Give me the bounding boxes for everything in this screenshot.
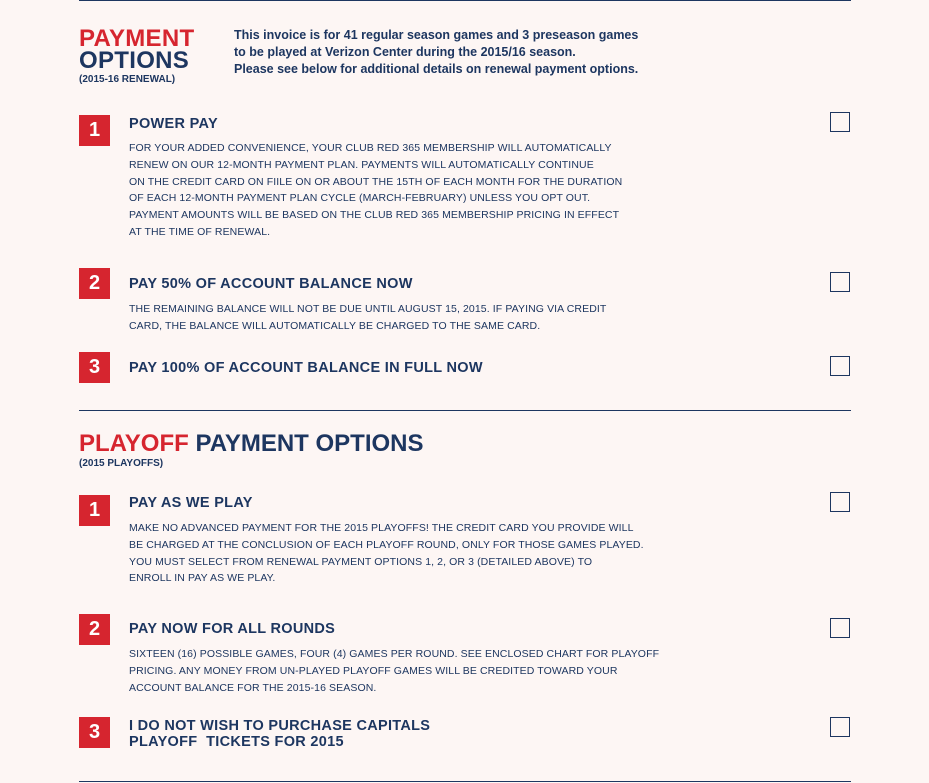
section-divider	[79, 410, 851, 411]
playoff-subheading: (2015 PLAYOFFS)	[79, 458, 164, 469]
option-title-line: PLAYOFF TICKETS FOR 2015	[129, 734, 344, 750]
option-number-badge: 2	[79, 268, 110, 299]
option-description	[129, 301, 606, 335]
playoff-heading-blue: PAYMENT OPTIONS	[188, 430, 424, 457]
option-description	[129, 140, 622, 241]
playoff-heading-title	[79, 430, 424, 458]
bottom-divider	[79, 781, 851, 782]
option-title: POWER PAY	[129, 116, 218, 132]
option-description	[129, 646, 659, 696]
power-pay-checkbox[interactable]	[830, 112, 850, 132]
renewal-heading-line2: OPTIONS	[79, 47, 190, 74]
description-line: SIXTEEN (16) POSSIBLE GAMES, FOUR (4) GAMES PER ROUND. SEE ENCLOSED CHART FOR PLAYOFF	[129, 648, 660, 660]
intro-line: to be played at Verizon Center during the 2015/16 season.	[234, 45, 576, 59]
pay-all-rounds-checkbox[interactable]	[830, 618, 850, 638]
description-line: AT THE TIME OF RENEWAL.	[129, 225, 271, 238]
intro-line: Please see below for additional details on renewal payment options.	[234, 62, 639, 76]
description-line: ENROLL IN PAY AS WE PLAY.	[129, 572, 276, 585]
option-number-badge: 2	[79, 614, 110, 645]
option-title: PAY 50% OF ACCOUNT BALANCE NOW	[129, 276, 413, 292]
playoff-heading	[79, 430, 424, 470]
description-line: FOR YOUR ADDED CONVENIENCE, YOUR CLUB RED 365 MEMBERSHIP WILL AUTOMATICALLY	[129, 142, 612, 154]
pay-50-percent-checkbox[interactable]	[830, 272, 850, 292]
description-line: PAYMENT AMOUNTS WILL BE BASED ON THE CLUB RED 365 MEMBERSHIP PRICING IN EFFECT	[129, 209, 620, 222]
option-number-badge: 1	[79, 115, 110, 146]
description-line: ACCOUNT BALANCE FOR THE 2015-16 SEASON.	[129, 681, 377, 694]
option-title: PAY NOW FOR ALL ROUNDS	[129, 621, 336, 637]
description-line: BE CHARGED AT THE CONCLUSION OF EACH PLAYOFF ROUND, ONLY FOR THOSE GAMES PLAYED.	[129, 538, 644, 551]
option-number-badge: 1	[79, 495, 110, 526]
renewal-heading-line1: PAYMENT	[79, 25, 195, 52]
pay-100-percent-checkbox[interactable]	[830, 356, 850, 376]
description-line: OF EACH 12-MONTH PAYMENT PLAN CYCLE (MARCH-FEBRUARY) UNLESS YOU OPT OUT.	[129, 192, 591, 205]
option-title: PAY AS WE PLAY	[129, 495, 253, 511]
description-line: YOU MUST SELECT FROM RENEWAL PAYMENT OPTIONS 1, 2, OR 3 (DETAILED ABOVE) TO	[129, 555, 593, 568]
decline-playoffs-checkbox[interactable]	[830, 717, 850, 737]
top-divider	[79, 0, 851, 1]
description-line: RENEW ON OUR 12-MONTH PAYMENT PLAN. PAYMENTS WILL AUTOMATICALLY CONTINUE	[129, 158, 594, 171]
option-number-badge: 3	[79, 352, 110, 383]
invoice-intro	[234, 27, 638, 78]
description-line: ON THE CREDIT CARD ON FIILE ON OR ABOUT THE 15TH OF EACH MONTH FOR THE DURATION	[129, 175, 623, 188]
renewal-heading	[79, 25, 195, 86]
description-line: THE REMAINING BALANCE WILL NOT BE DUE UNTIL AUGUST 15, 2015. IF PAYING VIA CREDIT	[129, 303, 607, 315]
option-description	[129, 520, 644, 587]
renewal-subheading: (2015-16 RENEWAL)	[79, 74, 176, 85]
description-line: CARD, THE BALANCE WILL AUTOMATICALLY BE CHARGED TO THE SAME CARD.	[129, 319, 541, 332]
intro-line: This invoice is for 41 regular season games and 3 preseason games	[234, 28, 639, 42]
option-title: PAY 100% OF ACCOUNT BALANCE IN FULL NOW	[129, 360, 483, 376]
description-line: MAKE NO ADVANCED PAYMENT FOR THE 2015 PLAYOFFS! THE CREDIT CARD YOU PROVIDE WILL	[129, 522, 634, 534]
option-title-line: I DO NOT WISH TO PURCHASE CAPITALS	[129, 718, 431, 734]
description-line: PRICING. ANY MONEY FROM UN-PLAYED PLAYOFF GAMES WILL BE CREDITED TOWARD YOUR	[129, 664, 618, 677]
option-title	[129, 718, 430, 750]
option-number-badge: 3	[79, 717, 110, 748]
playoff-heading-red: PLAYOFF	[79, 430, 189, 457]
pay-as-we-play-checkbox[interactable]	[830, 492, 850, 512]
